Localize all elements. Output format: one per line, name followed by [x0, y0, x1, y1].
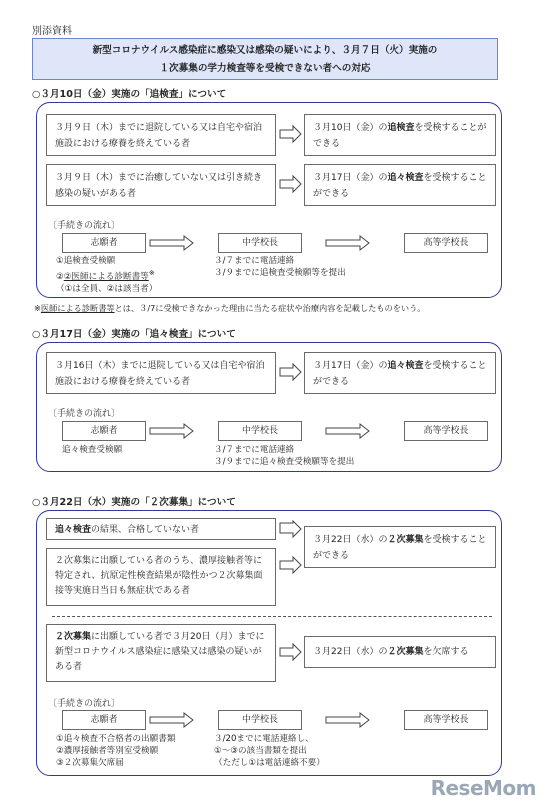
section3-heading: ○３月22日（水）実施の「２次募集」について [32, 497, 236, 508]
s1-condition-box-2: ３月９日（木）までに治癒していない又は引き続き感染の疑いがある者 [46, 164, 276, 206]
s1-result1-post: を受検することができる [313, 123, 487, 149]
s2-node-jhs: 中学校長 [218, 421, 302, 441]
s1-arrow-1 [280, 126, 302, 142]
s2-result1-pre: ３月17日（金）の [313, 361, 388, 371]
s2-node-applicant: 志願者 [62, 421, 146, 441]
s1-result2-pre: ３月17日（金）の [313, 173, 388, 183]
s2-arrow-1 [280, 364, 302, 380]
s2-flow-label: 〔手続きの流れ〕 [48, 409, 121, 419]
s3-box3-post: に出願している者で３月20日（月）までに新型コロナウイルス感染症に感染又は感染の疑いがある者 [55, 632, 265, 672]
section2-heading: ○３月17日（金）実施の「追々検査」について [32, 329, 236, 340]
s1-flow-arrow-2 [326, 236, 370, 250]
s3-docs [56, 733, 175, 769]
s3-jhs-3: （ただし①は電話連絡不要） [214, 758, 325, 768]
s1-footnote-text: とは、３/7に受検できなかった理由に当たる症状や治療内容を記載したものをいう。 [114, 303, 426, 313]
document-title [32, 38, 498, 80]
s1-arrow-2 [280, 176, 302, 192]
s1-result1-pre: ３月10日（金）の [313, 123, 388, 133]
s3-flow-arrow-2 [326, 713, 370, 727]
s1-result2-bold: 追々検査 [387, 173, 424, 183]
s3-condition-box-3 [46, 624, 276, 682]
s1-node-jhs: 中学校長 [218, 233, 302, 253]
s1-node-hs: 高等学校長 [404, 233, 488, 253]
s3-result1-bold: ２次募集 [387, 535, 424, 545]
s1-doc-1: ①追検査受検願 [56, 256, 116, 266]
s3-doc-2: ②濃厚接触者等別室受検願 [56, 746, 159, 756]
s3-arrows-converge [280, 521, 302, 573]
s3-result-box-1 [304, 526, 496, 568]
s1-node-applicant: 志願者 [62, 233, 146, 253]
s3-doc-1: ①追々検査不合格者の出願書類 [56, 734, 176, 744]
s3-condition-box-1 [46, 518, 276, 540]
s3-jhs-notes [214, 733, 325, 769]
s1-result-box-1 [304, 114, 496, 156]
resemom-logo: ReseMom [430, 776, 536, 800]
s3-flow-arrow-1 [150, 713, 194, 727]
s1-result1-bold: 追検査 [387, 123, 415, 133]
s3-box1-post: の結果、合格していない者 [91, 525, 200, 535]
s2-jhs-2: ３/９までに追々検査受検願等を提出 [214, 457, 355, 467]
s1-doc-2: ②医師による診断書等 [63, 271, 149, 282]
s1-flow-label: 〔手続きの流れ〕 [48, 221, 121, 231]
s3-result-box-2 [304, 636, 496, 668]
s3-node-hs: 高等学校長 [404, 710, 488, 730]
attachment-label: 別添資料 [32, 26, 72, 37]
title-line-1: 新型コロナウイルス感染症に感染又は感染の疑いにより、３月７日（火）実施の [92, 45, 438, 56]
s3-arrow-2 [280, 644, 302, 660]
s2-result1-post: を受検することができる [313, 361, 487, 387]
s3-result2-post: を欠席する [423, 647, 469, 657]
s2-jhs-notes [214, 444, 354, 468]
s1-doc-2-line: ②②医師による診断書等※ [56, 268, 155, 282]
s1-docs [56, 255, 157, 295]
s3-result2-pre: ３月22日（水）の [313, 647, 388, 657]
s3-jhs-2: ①～③の該当書類を提出 [214, 746, 307, 756]
s1-result2-post: を受検することができる [313, 173, 487, 199]
s1-footnote-mark: ※ [34, 303, 41, 313]
s3-node-jhs: 中学校長 [218, 710, 302, 730]
s3-result2-bold: ２次募集 [387, 647, 424, 657]
s2-doc-1: 追々検査受検願 [62, 445, 123, 455]
s1-doc-3: （①は全員、②は該当者） [56, 283, 158, 294]
s2-flow-arrow-2 [326, 424, 370, 438]
title-line-2: １次募集の学力検査等を受検できない者への対応 [159, 63, 371, 74]
s1-flow-arrow-1 [150, 236, 194, 250]
s1-doc-2-mark: ※ [148, 268, 155, 277]
s2-condition-box-1: ３月16日（木）までに退院している又は自宅や宿泊施設における療養を終えている者 [46, 352, 276, 394]
s3-flow-label: 〔手続きの流れ〕 [48, 699, 121, 709]
s3-doc-3: ③２次募集欠席届 [56, 758, 124, 768]
s3-box1-bold: 追々検査 [55, 525, 92, 535]
s3-divider [52, 616, 492, 617]
s2-result-box-1 [304, 352, 496, 394]
s2-flow-arrow-1 [150, 424, 194, 438]
s2-result1-bold: 追々検査 [387, 361, 424, 371]
s1-footnote-term: 医師による診断書等 [40, 303, 115, 313]
s3-node-applicant: 志願者 [62, 710, 146, 730]
s1-jhs-2: ３/９までに追検査受検願等を提出 [214, 268, 346, 278]
s3-box3-bold: ２次募集 [55, 632, 92, 642]
s3-condition-box-2: ２次募集に出願している者のうち、濃厚接触者等に特定され、抗原定性検査結果が陰性かつ２次募集面接等実施日当日も無症状である者 [46, 548, 276, 606]
s1-footnote [34, 302, 425, 314]
s2-jhs-1: ３/７までに電話連絡 [214, 445, 295, 455]
s3-result1-pre: ３月22日（水）の [313, 535, 388, 545]
s1-condition-box-1: ３月９日（木）までに退院している又は自宅や宿泊施設における療養を終えている者 [46, 114, 276, 156]
s3-jhs-1: ３/20までに電話連絡し、 [214, 734, 314, 744]
s1-jhs-1: ３/７までに電話連絡 [214, 256, 295, 266]
s3-result1-post: を受検することができる [313, 535, 487, 561]
s1-result-box-2 [304, 164, 496, 206]
s2-node-hs: 高等学校長 [404, 421, 488, 441]
s1-jhs-notes [214, 255, 346, 279]
section1-heading: ○３月10日（金）実施の「追検査」について [32, 89, 227, 100]
